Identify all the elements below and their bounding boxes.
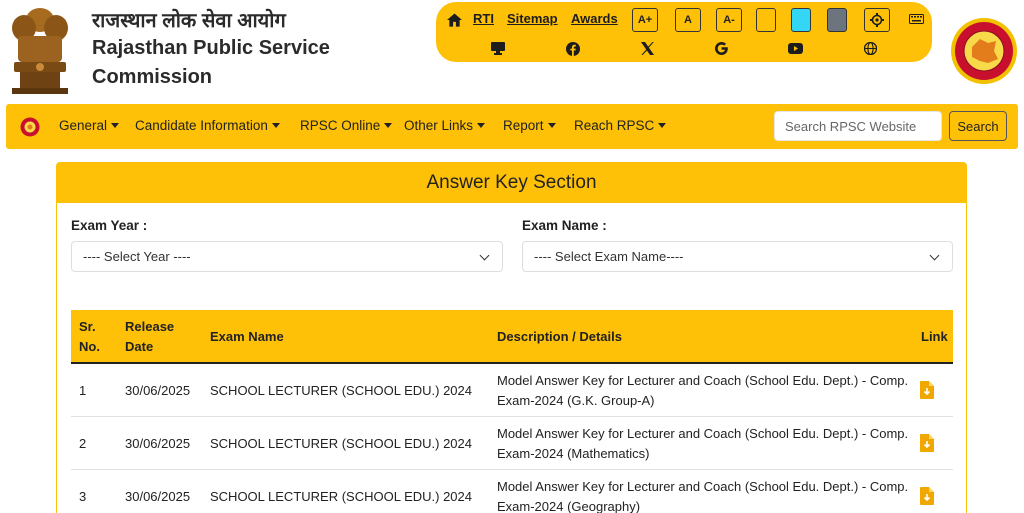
header-release-date: Release Date: [125, 319, 175, 354]
exam-name-label: Exam Name :: [522, 218, 607, 233]
cell-sr: 2: [79, 436, 87, 451]
x-icon[interactable]: [641, 42, 654, 55]
desktop-icon[interactable]: [491, 42, 505, 55]
nav-candidate-information[interactable]: Candidate Information: [135, 118, 280, 133]
chevron-down-icon: [930, 251, 940, 261]
caret-down-icon: [658, 123, 666, 128]
header-link: Link: [921, 329, 948, 344]
facebook-icon[interactable]: [566, 42, 580, 56]
cell-date: 30/06/2025: [125, 489, 191, 504]
awards-link[interactable]: Awards: [571, 11, 618, 26]
site-header: [0, 0, 1024, 100]
download-icon[interactable]: [920, 381, 934, 399]
national-emblem-icon: [6, 4, 74, 96]
settings-icon[interactable]: [864, 8, 890, 32]
answer-key-panel: [56, 162, 967, 513]
main-navbar: [6, 104, 1018, 149]
caret-down-icon: [111, 123, 119, 128]
theme-light-swatch[interactable]: [756, 8, 776, 32]
home-icon[interactable]: [444, 9, 464, 31]
exam-year-selected: ---- Select Year ----: [83, 249, 191, 264]
keyboard-icon[interactable]: [908, 12, 924, 26]
header-description: Description / Details: [497, 329, 622, 344]
caret-down-icon: [477, 123, 485, 128]
download-icon[interactable]: [920, 434, 934, 452]
search-button[interactable]: Search: [949, 111, 1007, 141]
nav-general[interactable]: General: [59, 118, 119, 133]
exam-name-select[interactable]: [522, 241, 953, 272]
caret-down-icon: [548, 123, 556, 128]
table-row: [71, 364, 953, 417]
table-row: [71, 470, 953, 513]
cell-exam: SCHOOL LECTURER (SCHOOL EDU.) 2024: [210, 436, 472, 451]
cell-description: Model Answer Key for Lecturer and Coach (School Edu. Dept.) - Comp. Exam-2024 (Geography): [497, 479, 909, 513]
header-exam-name: Exam Name: [210, 329, 284, 344]
org-name-hindi: राजस्थान लोक सेवा आयोग: [92, 10, 286, 32]
accessibility-toolbar: [436, 2, 932, 62]
org-name-english: Rajasthan Public Service Commission: [92, 37, 330, 88]
exam-year-select[interactable]: [71, 241, 503, 272]
nav-rpsc-online[interactable]: RPSC Online: [300, 118, 392, 133]
table-row: [71, 417, 953, 470]
cell-exam: SCHOOL LECTURER (SCHOOL EDU.) 2024: [210, 383, 472, 398]
nav-reach-rpsc[interactable]: Reach RPSC: [574, 118, 666, 133]
answer-key-table: [71, 310, 953, 513]
panel-title: Answer Key Section: [57, 163, 966, 203]
font-increase-button[interactable]: A+: [632, 8, 658, 32]
header-sr-no: Sr. No.: [79, 319, 100, 354]
google-icon[interactable]: [715, 42, 728, 55]
search-input[interactable]: [774, 111, 942, 141]
chevron-down-icon: [480, 251, 490, 261]
rpsc-logo-icon[interactable]: [20, 117, 40, 137]
cell-date: 30/06/2025: [125, 436, 191, 451]
exam-name-selected: ---- Select Exam Name----: [534, 249, 684, 264]
cell-description: Model Answer Key for Lecturer and Coach (School Edu. Dept.) - Comp. Exam-2024 (Mathematics): [497, 426, 909, 461]
font-normal-button[interactable]: A: [675, 8, 701, 32]
cell-sr: 1: [79, 383, 87, 398]
cell-exam: SCHOOL LECTURER (SCHOOL EDU.) 2024: [210, 489, 472, 504]
cell-description: Model Answer Key for Lecturer and Coach (School Edu. Dept.) - Comp. Exam-2024 (G.K. Group-A): [497, 373, 909, 408]
sitemap-link[interactable]: Sitemap: [507, 11, 558, 26]
nav-other-links[interactable]: Other Links: [404, 118, 485, 133]
theme-gray-swatch[interactable]: [827, 8, 847, 32]
globe-icon[interactable]: [864, 42, 877, 55]
cell-sr: 3: [79, 489, 87, 504]
theme-cyan-swatch[interactable]: [791, 8, 811, 32]
font-decrease-button[interactable]: A-: [716, 8, 742, 32]
caret-down-icon: [384, 123, 392, 128]
caret-down-icon: [272, 123, 280, 128]
cell-date: 30/06/2025: [125, 383, 191, 398]
nav-report[interactable]: Report: [503, 118, 556, 133]
rpsc-seal-icon: [950, 17, 1018, 85]
table-header: [71, 310, 953, 364]
rti-link[interactable]: RTI: [473, 11, 494, 26]
exam-year-label: Exam Year :: [71, 218, 148, 233]
youtube-icon[interactable]: [788, 43, 803, 54]
download-icon[interactable]: [920, 487, 934, 505]
